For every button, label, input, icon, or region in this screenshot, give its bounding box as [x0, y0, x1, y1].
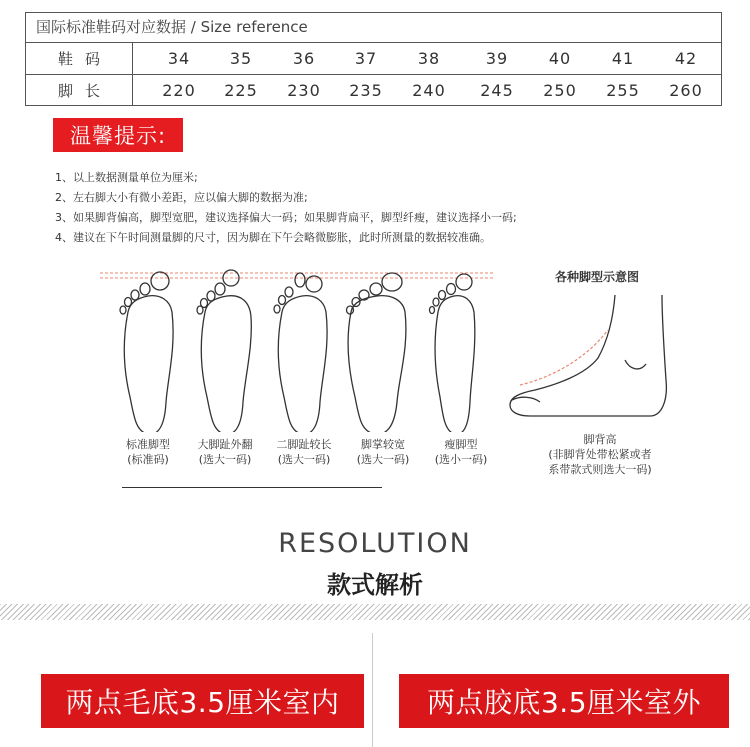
row-header-shoe-size: 鞋码 [26, 43, 133, 74]
toe-line [512, 397, 540, 402]
foot-type-name: 脚掌较宽 [361, 438, 405, 451]
section-heading-en: RESOLUTION [278, 528, 472, 559]
caption-line: 系带款式则选大一码) [548, 463, 652, 476]
foot-type-advice: (选大一码) [277, 453, 331, 466]
instep-guide-line [520, 330, 608, 385]
foot-type-name: 标准脚型 [126, 438, 170, 451]
table-cell: 42 [674, 49, 698, 68]
table-cell: 40 [548, 49, 572, 68]
foot-outline-slim [430, 274, 475, 432]
table-cell: 260 [669, 81, 703, 100]
caption-line: (非脚背处带松紧或者 [548, 448, 652, 461]
foot-type-standard [108, 437, 188, 467]
tips-title: 温馨提示: [53, 118, 183, 152]
section-heading-cn: 款式解析 [327, 571, 423, 599]
vertical-divider [372, 633, 373, 747]
foot-outline-long-second-toe [274, 273, 327, 432]
table-cell: 245 [480, 81, 514, 100]
foot-type-slim [421, 437, 501, 467]
foot-type-advice: (选大一码) [198, 453, 252, 466]
table-row-shoe-size [26, 43, 721, 75]
table-cell: 240 [412, 81, 446, 100]
table-cell: 230 [287, 81, 321, 100]
foot-types-title: 各种脚型示意图 [555, 270, 640, 284]
high-instep-illustration [500, 290, 680, 428]
tip-item: 3、如果脚背偏高，脚型宽肥，建议选择偏大一码；如果脚背扁平，脚型纤瘦，建议选择小一码; [55, 211, 517, 224]
table-row-foot-length [26, 75, 721, 106]
table-cell: 34 [167, 49, 191, 68]
table-cell: 39 [485, 49, 509, 68]
foot-type-long-second-toe [264, 437, 344, 467]
foot-type-wide [343, 437, 423, 467]
foot-outline-wide [347, 273, 406, 432]
divider-line [122, 487, 382, 488]
foot-type-name: 瘦脚型 [444, 438, 478, 451]
outdoor-sole-button[interactable]: 两点胶底3.5厘米室外 [399, 674, 729, 728]
row-header-foot-length: 脚长 [26, 75, 133, 106]
tip-item: 4、建议在下午时间测量脚的尺寸，因为脚在下午会略微膨胀，此时所测量的数据较准确。 [55, 231, 491, 244]
foot-type-advice: (标准码) [127, 453, 169, 466]
foot-type-bunion [185, 437, 265, 467]
caption-line: 脚背高 [583, 433, 617, 446]
indoor-sole-button[interactable]: 两点毛底3.5厘米室内 [41, 674, 364, 728]
table-cell: 38 [417, 49, 441, 68]
tip-item: 2、左右脚大小有微小差距，应以偏大脚的数据为准; [55, 191, 308, 204]
table-caption: 国际标准鞋码对应数据 / Size reference [36, 18, 308, 36]
table-cell: 41 [611, 49, 635, 68]
foot-type-name: 二脚趾较长 [276, 438, 332, 451]
table-cell: 255 [606, 81, 640, 100]
table-cell: 235 [349, 81, 383, 100]
high-instep-caption [500, 432, 700, 477]
ankle-line [625, 360, 646, 369]
table-cell: 250 [543, 81, 577, 100]
foot-types-illustration [95, 262, 500, 432]
table-caption-row [26, 13, 721, 43]
foot-outline-bunion [197, 270, 251, 432]
foot-type-advice: (选大一码) [356, 453, 410, 466]
foot-side-outline [510, 295, 666, 416]
foot-outline-standard [120, 272, 173, 432]
table-cell: 37 [354, 49, 378, 68]
foot-type-advice: (选小一码) [434, 453, 488, 466]
table-cell: 220 [162, 81, 196, 100]
table-cell: 35 [229, 49, 253, 68]
tip-item: 1、以上数据测量单位为厘米; [55, 171, 198, 184]
size-reference-table [25, 12, 722, 106]
foot-type-name: 大脚趾外翻 [197, 438, 253, 451]
table-cell: 36 [292, 49, 316, 68]
hatched-divider [0, 604, 750, 620]
table-cell: 225 [224, 81, 258, 100]
